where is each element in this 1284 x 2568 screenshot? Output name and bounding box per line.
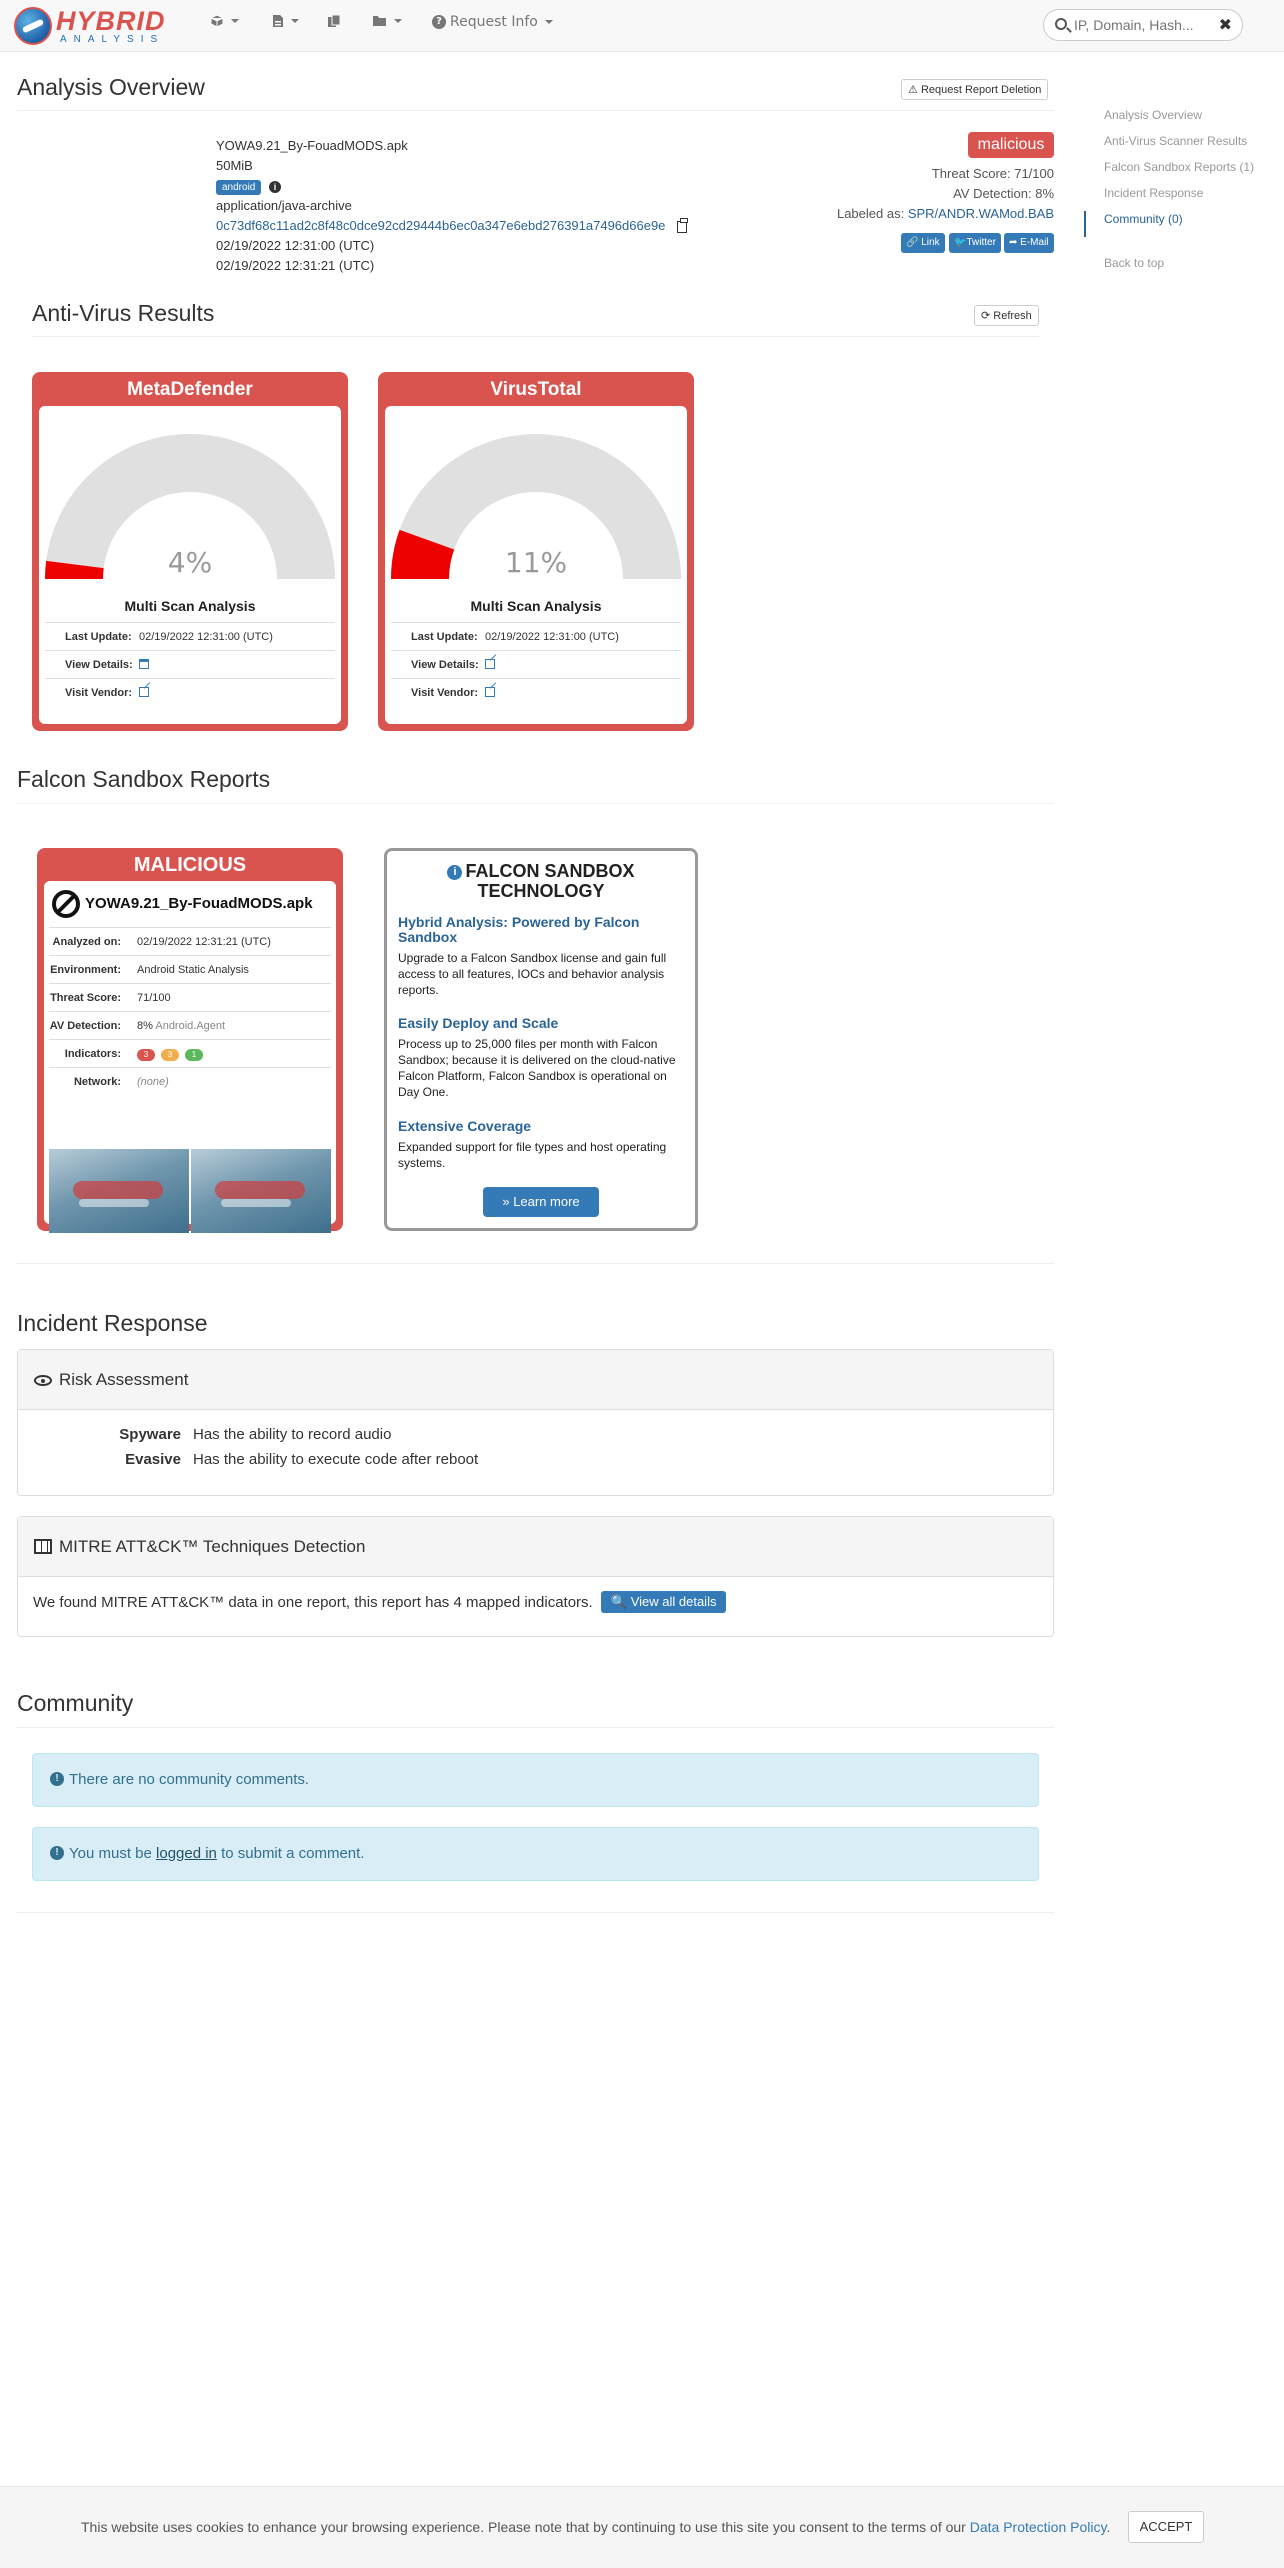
file-icon	[272, 14, 284, 28]
av-percent: 11%	[504, 546, 568, 579]
report-indicators-row: Indicators: 3 3 1	[49, 1039, 331, 1067]
tech-title: i FALCON SANDBOX TECHNOLOGY	[387, 861, 695, 901]
risk-text: Has the ability to record audio	[193, 1426, 392, 1443]
logo-icon	[14, 7, 52, 45]
av-family: Android.Agent	[155, 1020, 226, 1032]
report-verdict: MALICIOUS	[133, 854, 247, 876]
sidebar-item-analysis-overview[interactable]: Analysis Overview	[1104, 108, 1203, 122]
report-row: AV Detection: 8% Android.Agent	[49, 1011, 331, 1039]
nav-copy-button[interactable]	[327, 14, 341, 28]
sha256-link[interactable]: 0c73df68c11ad2c8f48c0dce92cd29444b6ec0a347e6ebd276391a7496d66e9e	[216, 218, 666, 233]
community-title: Community	[17, 1690, 134, 1716]
search-box	[1043, 9, 1243, 41]
refresh-button[interactable]: ⟳ Refresh	[974, 305, 1039, 326]
sidebar-item-incident-response[interactable]: Incident Response	[1104, 186, 1204, 200]
learn-more-button[interactable]: » Learn more	[483, 1187, 599, 1217]
external-link-icon[interactable]	[139, 687, 149, 697]
av-last-update-row: Last Update: 02/19/2022 12:31:00 (UTC)	[391, 622, 681, 650]
twitter-icon: 🐦	[954, 237, 967, 248]
tech-paragraph: Upgrade to a Falcon Sandbox license and gain full access to all features, IOCs and behavior analysis reports.	[398, 951, 667, 997]
indicator-malicious-badge: 3	[137, 1049, 155, 1061]
av-subtitle: Multi Scan Analysis	[470, 598, 602, 614]
clear-icon[interactable]: ✖	[1218, 15, 1232, 34]
screenshot-thumbnail[interactable]	[191, 1149, 331, 1233]
cookie-banner: This website uses cookies to enhance your browsing experience. Please note that by continuing to use this site you consent to the terms of our Data Protection Policy. ACCEPT	[0, 2486, 1284, 2568]
folder-icon	[372, 14, 387, 27]
type-badge: android	[216, 180, 261, 195]
sidebar-item-falcon-reports[interactable]: Falcon Sandbox Reports (1)	[1104, 160, 1255, 174]
av-subtitle: Multi Scan Analysis	[124, 598, 256, 614]
nav-request-info-menu[interactable]: ? Request Info	[432, 14, 553, 30]
clipboard-icon[interactable]	[677, 221, 687, 233]
share-icon: ➦	[1009, 237, 1018, 248]
ban-icon	[52, 890, 80, 918]
external-link-icon[interactable]	[485, 687, 495, 697]
tech-paragraph: Expanded support for file types and host operating systems.	[398, 1140, 667, 1170]
share-email-button[interactable]: ➦ E-Mail	[1004, 233, 1054, 253]
chevron-down-icon	[394, 19, 402, 23]
search-icon: 🔍	[610, 1594, 628, 1609]
divider	[17, 1912, 1054, 1913]
chevron-down-icon	[545, 20, 553, 24]
info-icon: i	[447, 865, 462, 880]
question-icon: ?	[432, 15, 446, 29]
risk-category: Evasive	[125, 1451, 181, 1468]
view-all-details-button[interactable]: 🔍 View all details	[601, 1591, 727, 1613]
falcon-technology-card	[384, 848, 698, 1231]
calendar-icon[interactable]	[139, 659, 149, 669]
eye-icon	[34, 1375, 52, 1386]
exclamation-icon: !	[50, 1846, 64, 1860]
indicator-suspicious-badge: 3	[161, 1049, 179, 1061]
no-comments-alert: ! There are no community comments.	[32, 1753, 1039, 1807]
indicator-informative-badge: 1	[185, 1049, 203, 1061]
analysis-overview-title: Analysis Overview	[17, 74, 205, 100]
sidebar-item-community[interactable]: Community (0)	[1084, 211, 1274, 237]
mitre-panel	[17, 1516, 1054, 1637]
sidebar-nav	[1084, 107, 1274, 281]
tech-heading: Hybrid Analysis: Powered by Falcon Sandbox	[398, 914, 640, 945]
report-file-name[interactable]: YOWA9.21_By-FouadMODS.apk	[85, 895, 313, 912]
login-required-alert: ! You must be logged in to submit a comment.	[32, 1827, 1039, 1881]
divider	[17, 803, 1054, 804]
risk-text: Has the ability to execute code after reboot	[193, 1451, 479, 1468]
divider	[17, 1727, 1054, 1728]
risk-assessment-panel	[17, 1349, 1054, 1496]
logo[interactable]	[14, 6, 166, 46]
tech-paragraph: Process up to 25,000 files per month with Falcon Sandbox; because it is delivered on the cloud-native Falcon Platform, Falcon Sandbox is operational on Day One.	[398, 1037, 676, 1099]
logo-text-bottom: ANALYSIS	[60, 33, 165, 45]
verdict-badge: malicious	[968, 132, 1054, 158]
link-icon: 🔗	[906, 237, 919, 248]
threat-score: Threat Score: 71/100	[931, 166, 1054, 181]
labeled-as-link[interactable]: SPR/ANDR.WAMod.BAB	[907, 206, 1054, 221]
tech-heading: Easily Deploy and Scale	[398, 1015, 559, 1031]
info-icon[interactable]: i	[269, 181, 281, 193]
external-link-icon[interactable]	[485, 659, 495, 669]
av-results-title: Anti-Virus Results	[32, 300, 215, 326]
share-link-button[interactable]: 🔗 Link	[901, 233, 945, 253]
nav-folder-menu[interactable]	[372, 14, 402, 27]
report-row: Analyzed on: 02/19/2022 12:31:21 (UTC)	[49, 927, 331, 955]
av-visit-vendor-row: Visit Vendor:	[391, 678, 681, 706]
av-percent: 4%	[167, 546, 213, 579]
mitre-title: MITRE ATT&CK™ Techniques Detection	[59, 1537, 366, 1556]
exclamation-icon: !	[50, 1772, 64, 1786]
back-to-top-link[interactable]: Back to top	[1104, 256, 1165, 270]
logo-text-top: HYBRID	[56, 5, 166, 36]
av-last-update-row: Last Update: 02/19/2022 12:31:00 (UTC)	[45, 622, 335, 650]
warning-icon: ⚠	[908, 84, 918, 96]
av-view-details-row: View Details:	[45, 650, 335, 678]
screenshot-thumbnail[interactable]	[49, 1149, 189, 1233]
divider	[17, 1263, 1054, 1264]
falcon-reports-title: Falcon Sandbox Reports	[17, 766, 271, 792]
tech-heading: Extensive Coverage	[398, 1118, 532, 1134]
nav-cube-menu[interactable]	[210, 14, 239, 28]
double-chevron-right-icon: »	[502, 1194, 510, 1209]
accept-cookies-button[interactable]: ACCEPT	[1128, 2511, 1204, 2543]
refresh-icon: ⟳	[981, 310, 991, 322]
search-input[interactable]	[1074, 15, 1214, 35]
chevron-down-icon	[231, 19, 239, 23]
falcon-report-card[interactable]	[37, 848, 343, 1231]
av-visit-vendor-row: Visit Vendor:	[45, 678, 335, 706]
nav-file-menu[interactable]	[272, 14, 299, 28]
cookie-text: This website uses cookies to enhance your browsing experience. Please note that by continuing to use this site you consent to the terms of our	[81, 2519, 966, 2535]
av-card-metadefender	[32, 372, 348, 731]
labeled-as: Labeled as: SPR/ANDR.WAMod.BAB	[836, 206, 1054, 221]
login-link[interactable]: logged in	[156, 1845, 217, 1862]
search-icon	[1055, 18, 1067, 30]
risk-category: Spyware	[119, 1426, 181, 1443]
incident-response-title: Incident Response	[17, 1310, 208, 1336]
av-card-title: MetaDefender	[127, 379, 253, 400]
report-row: Threat Score: 71/100	[49, 983, 331, 1011]
av-card-title: VirusTotal	[490, 379, 582, 400]
report-row: Environment: Android Static Analysis	[49, 955, 331, 983]
report-network-row: Network: (none)	[49, 1067, 331, 1095]
risk-assessment-title: Risk Assessment	[59, 1370, 189, 1389]
mitre-text: We found MITRE ATT&CK™ data in one report, this report has 4 mapped indicators.	[33, 1594, 593, 1611]
divider	[17, 110, 1054, 111]
data-protection-policy-link[interactable]: Data Protection Policy	[969, 2519, 1107, 2535]
sidebar-item-av-results[interactable]: Anti-Virus Scanner Results	[1104, 134, 1248, 148]
navbar	[0, 0, 1284, 52]
av-detection: AV Detection: 8%	[953, 186, 1054, 201]
av-view-details-row: View Details:	[391, 650, 681, 678]
chevron-down-icon	[291, 19, 299, 23]
copy-files-icon	[327, 14, 341, 28]
cube-icon	[210, 14, 224, 28]
table-icon	[34, 1539, 52, 1554]
share-twitter-button[interactable]: 🐦Twitter	[949, 233, 1001, 253]
request-deletion-button[interactable]: ⚠ Request Report Deletion	[901, 79, 1048, 100]
divider	[32, 336, 1039, 337]
av-card-virustotal	[378, 372, 694, 731]
